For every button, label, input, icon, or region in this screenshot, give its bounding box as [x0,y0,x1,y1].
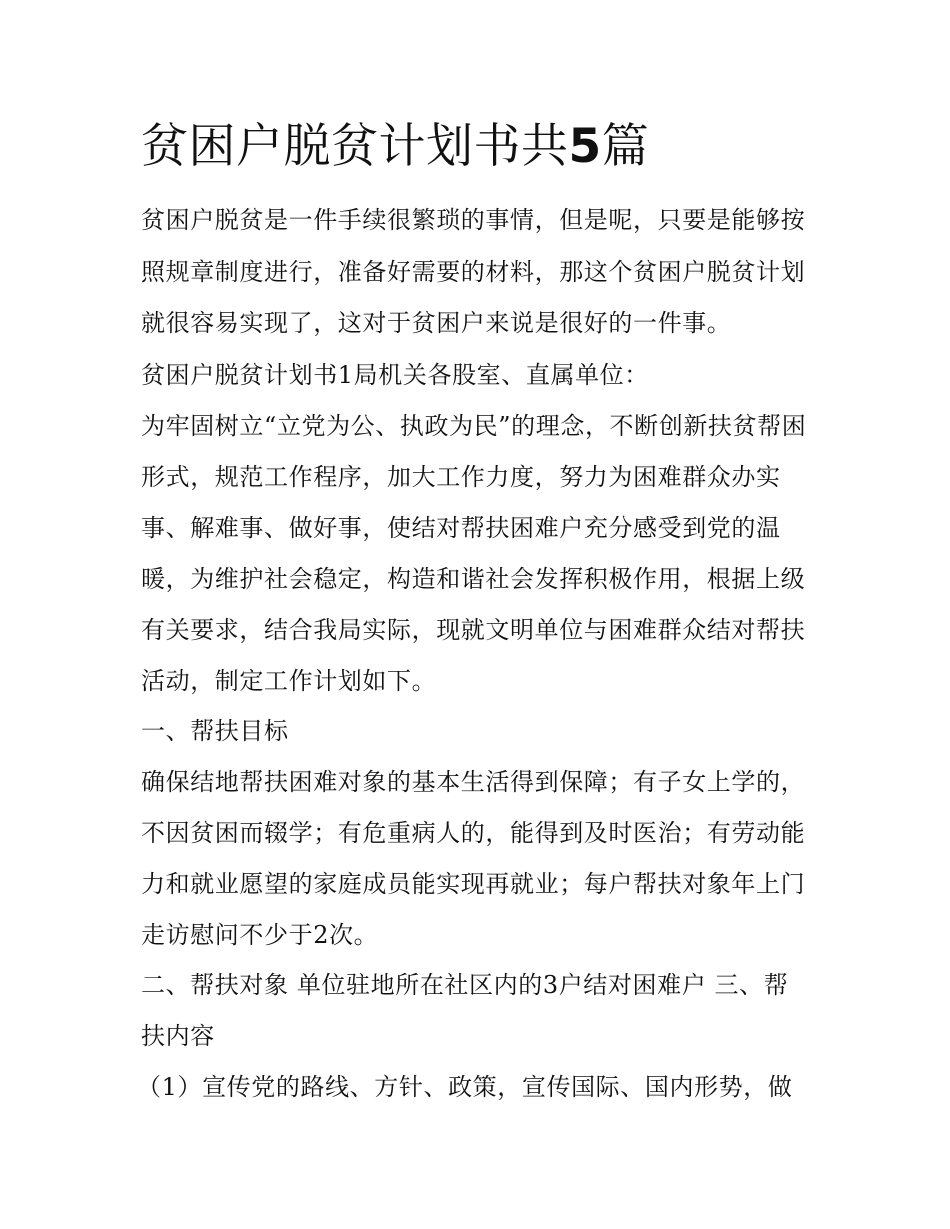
title-suffix: 篇 [601,119,650,174]
body-line: 走访慰问不少于2次。 [141,921,379,949]
body-line: 为牢固树立“立党为公、执政为民”的理念，不断创新扶贫帮困 [141,412,807,440]
body-line: 有关要求，结合我局实际，现就文明单位与困难群众结对帮扶 [141,616,806,644]
body-line: 形式，规范工作程序，加大工作力度，努力为困难群众办实 [141,463,781,491]
body-line: 暖，为维护社会稳定，构造和谐社会发挥积极作用，根据上级 [141,565,806,593]
body-line: 不因贫困而辍学；有危重病人的，能得到及时医治；有劳动能 [141,819,806,847]
body-line: 照规章制度进行，准备好需要的材料，那这个贫困户脱贫计划 [141,258,806,286]
body-line: 确保结地帮扶困难对象的基本生活得到保障；有子女上学的， [141,768,806,796]
body-line: 贫困户脱贫是一件手续很繁琐的事情，但是呢，只要是能够按 [141,206,806,234]
section-heading: 二、帮扶对象 单位驻地所在社区内的3户结对困难户 三、帮 [141,971,789,999]
body-line: （1）宣传党的路线、方针、政策，宣传国际、国内形势，做 [137,1073,793,1101]
title-text: 贫困户脱贫计划书共 [141,119,569,174]
body-line: 事、解难事、做好事，使结对帮扶困难户充分感受到党的温 [141,514,781,542]
document-title [141,112,841,182]
body-line: 活动，制定工作计划如下。 [141,667,437,695]
section-heading: 一、帮扶目标 [141,717,289,745]
body-line: 力和就业愿望的家庭成员能实现再就业；每户帮扶对象年上门 [141,870,806,898]
title-number: 5 [568,119,602,174]
body-line: 贫困户脱贫计划书1局机关各股室、直属单位： [141,361,649,389]
body-line: 扶内容 [141,1022,215,1050]
body-line: 就很容易实现了，这对于贫困户来说是很好的一件事。 [141,309,732,337]
